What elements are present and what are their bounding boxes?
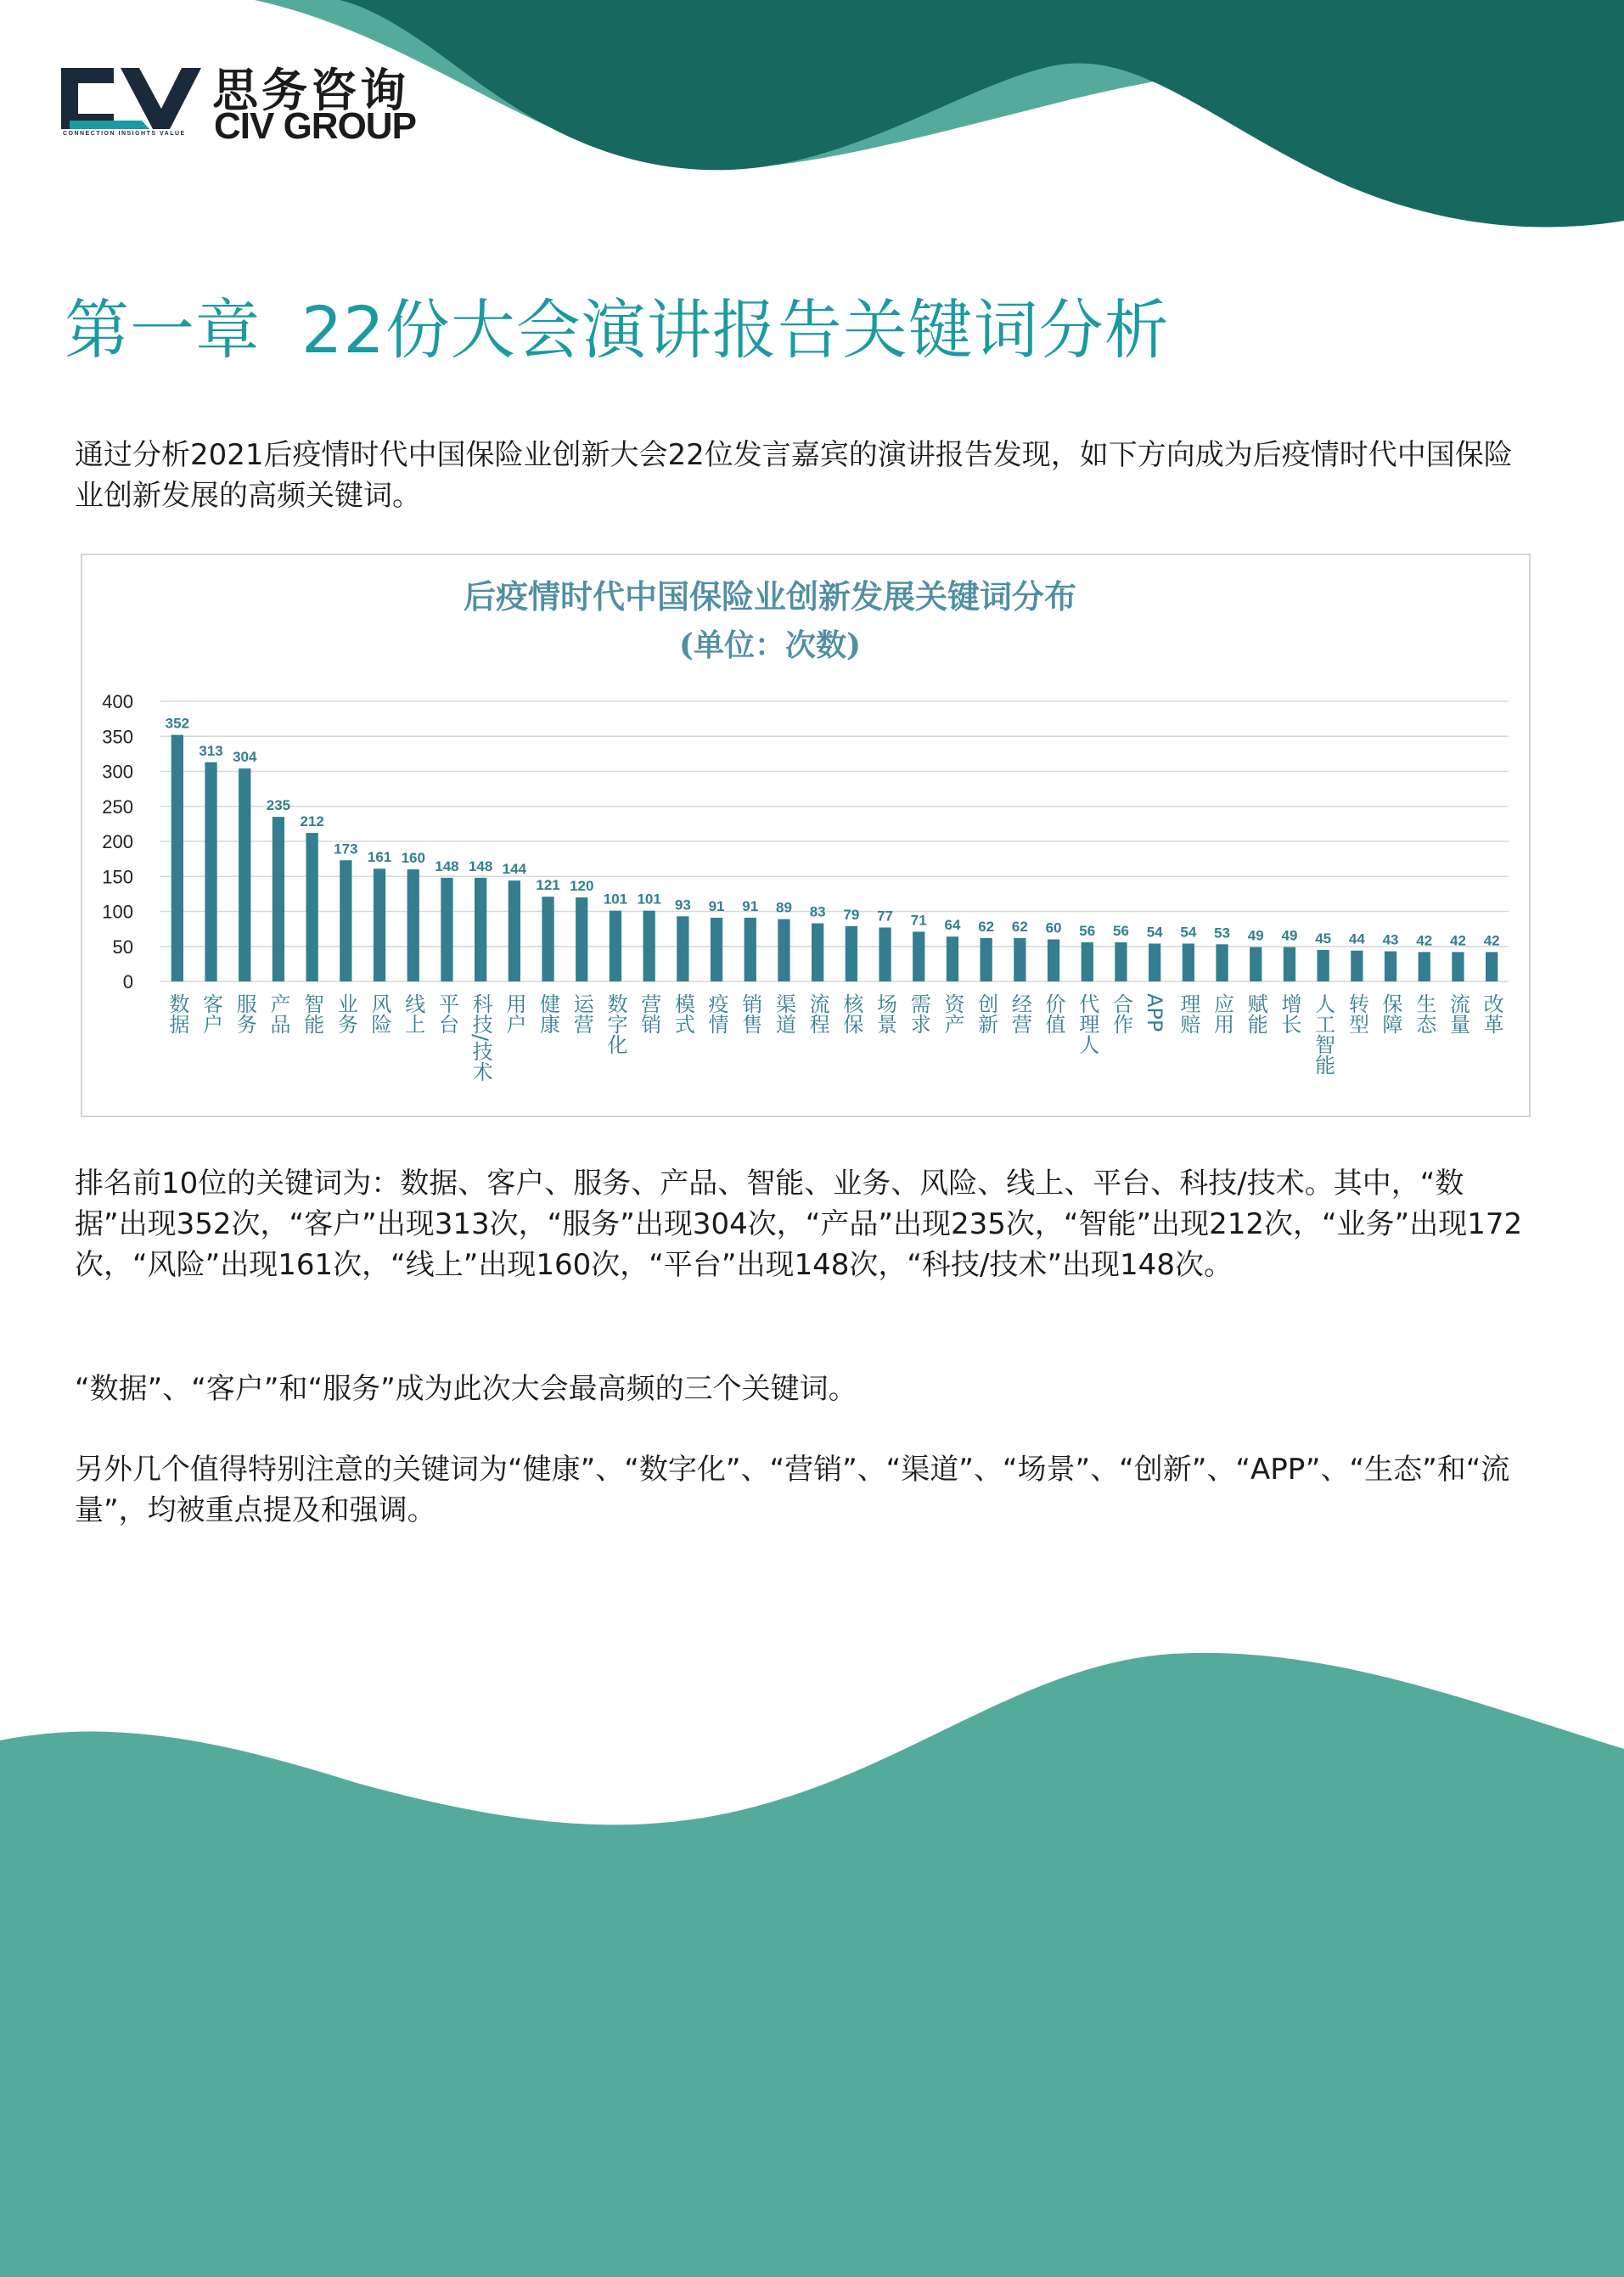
- bar-value-label: 53: [1214, 925, 1231, 942]
- bar-value-label: 62: [978, 918, 995, 935]
- company-logo: [61, 53, 452, 155]
- bar-value-label: 101: [637, 891, 661, 908]
- bar: [1014, 938, 1026, 981]
- bar: [812, 924, 823, 981]
- bar-value-label: 79: [843, 906, 860, 923]
- category-label: 健康: [536, 993, 560, 1034]
- category-label: 应用: [1210, 993, 1234, 1034]
- category-label: 需求: [907, 993, 931, 1034]
- chart-subtitle: (单位：次数): [678, 627, 862, 663]
- bar-value-label: 62: [1011, 918, 1028, 935]
- bar-value-label: 91: [708, 897, 725, 914]
- y-tick-label: 250: [102, 796, 133, 818]
- chart-bars: [166, 716, 1503, 1082]
- y-tick-label: 350: [102, 726, 133, 748]
- category-label: 价值: [1042, 993, 1066, 1034]
- category-label: 产品: [266, 993, 290, 1034]
- category-label: 模式: [671, 993, 695, 1034]
- category-label: 赋能: [1244, 993, 1268, 1034]
- bar: [239, 768, 250, 981]
- chart-title: 后疫情时代中国保险业创新发展关键词分布: [463, 577, 1077, 616]
- category-label: 流程: [806, 993, 830, 1034]
- bar: [643, 911, 655, 981]
- bar-value-label: 44: [1348, 930, 1365, 947]
- chart-gridlines: [160, 701, 1509, 981]
- bar-value-label: 64: [944, 917, 961, 934]
- category-label: 科技/技术: [469, 993, 493, 1082]
- category-label: 核保: [839, 993, 863, 1034]
- category-label: 平台: [435, 993, 459, 1034]
- bar-value-label: 60: [1045, 919, 1062, 936]
- bar: [576, 897, 587, 981]
- bar-value-label: 304: [233, 749, 257, 766]
- bar: [1115, 942, 1127, 981]
- bar: [778, 919, 790, 981]
- bar-value-label: 54: [1180, 924, 1197, 941]
- category-label: 改革: [1480, 993, 1504, 1034]
- bar: [947, 936, 958, 981]
- top10-paragraph: 排名前10位的关键词为：数据、客户、服务、产品、智能、业务、风险、线上、平台、科技/技术。其中，“数据”出现352次，“客户”出现313次，“服务”出现304次，“产品”出现235次，“智能”出现212次，“业务”出现172次，“风险”出现161次，“线上”出现160次，“平台”出现148次，“科技/技术”出现148次。: [75, 1167, 1523, 1282]
- category-label: 营销: [637, 993, 661, 1034]
- category-label: 合作: [1109, 993, 1133, 1034]
- bar-value-label: 54: [1146, 924, 1163, 941]
- y-tick-label: 150: [102, 866, 133, 888]
- category-label: 疫情: [705, 993, 729, 1034]
- bar: [1216, 944, 1228, 981]
- bar: [981, 938, 992, 981]
- category-label: 增长: [1277, 993, 1301, 1034]
- category-label: 线上: [401, 993, 425, 1034]
- bottom-wave-decoration: [0, 1647, 1624, 2277]
- category-label: 流量: [1446, 993, 1470, 1034]
- category-label: 资产: [940, 993, 964, 1034]
- category-label: 服务: [233, 993, 257, 1034]
- bar-value-label: 89: [775, 899, 792, 916]
- bar-value-label: 144: [502, 861, 527, 878]
- chart-y-axis: [102, 691, 133, 992]
- bar-value-label: 148: [435, 857, 459, 874]
- bar: [610, 911, 621, 981]
- bar: [509, 880, 520, 981]
- category-label: 人工智能: [1311, 993, 1335, 1075]
- bar-value-label: 160: [401, 850, 425, 866]
- bar-value-label: 235: [266, 797, 291, 814]
- bar: [1250, 947, 1262, 981]
- keyword-bar-chart: [82, 555, 1529, 1116]
- bar-value-label: 161: [367, 849, 392, 866]
- bar: [1351, 951, 1363, 981]
- bar: [306, 833, 318, 981]
- bar: [745, 918, 756, 981]
- bar-value-label: 121: [536, 877, 560, 894]
- bar: [1082, 942, 1093, 981]
- y-tick-label: 50: [112, 936, 133, 958]
- category-label: 风险: [368, 993, 392, 1034]
- bar-value-label: 91: [742, 897, 759, 914]
- bar: [273, 817, 284, 981]
- category-label: 客户: [199, 993, 223, 1034]
- bar: [677, 916, 688, 981]
- y-tick-label: 300: [102, 761, 133, 783]
- bar-value-label: 83: [809, 903, 826, 920]
- bar-value-label: 42: [1449, 932, 1466, 949]
- bar: [879, 927, 891, 981]
- category-label: 场景: [873, 993, 897, 1034]
- bar: [1318, 950, 1329, 981]
- category-label: 代理人: [1075, 993, 1099, 1054]
- chapter-title: [65, 278, 1170, 371]
- category-label: 转型: [1345, 993, 1369, 1034]
- logo-tagline: CONNECTION INSIGHTS VALUE: [63, 131, 186, 137]
- category-label: 智能: [300, 993, 324, 1034]
- bar: [542, 897, 554, 981]
- bar: [340, 860, 351, 981]
- bar: [441, 878, 452, 981]
- bar-value-label: 49: [1281, 927, 1298, 944]
- bar-value-label: 49: [1247, 927, 1264, 944]
- category-label: APP: [1143, 993, 1167, 1032]
- top3-paragraph: “数据”、“客户”和“服务”成为此次大会最高频的三个关键词。: [75, 1372, 857, 1406]
- bar-value-label: 42: [1483, 932, 1500, 949]
- bar: [1385, 952, 1396, 981]
- bar-value-label: 77: [877, 908, 894, 925]
- bar-value-label: 56: [1079, 922, 1096, 939]
- bar: [846, 926, 857, 981]
- category-label: 保障: [1379, 993, 1403, 1034]
- category-label: 用户: [502, 993, 526, 1034]
- category-label: 运营: [570, 993, 594, 1034]
- bar: [1419, 952, 1430, 981]
- civ-logo-mark-icon: [61, 61, 201, 139]
- bar: [1183, 943, 1194, 981]
- category-label: 渠道: [772, 993, 796, 1034]
- bar-value-label: 313: [199, 742, 223, 759]
- logo-name-en: CIV GROUP: [214, 105, 416, 147]
- bar-value-label: 71: [910, 912, 927, 929]
- other-keywords-paragraph: 另外几个值得特别注意的关键词为“健康”、“数字化”、“营销”、“渠道”、“场景”、“创新”、“APP”、“生态”和“流量”，均被重点提及和强调。: [75, 1453, 1510, 1527]
- bar-value-label: 42: [1416, 932, 1433, 949]
- bar-value-label: 352: [165, 715, 190, 732]
- bar: [374, 869, 385, 981]
- bar-value-label: 148: [468, 857, 493, 874]
- bottom-wave-light: [0, 1653, 1624, 2277]
- chapter-heading: 22份大会演讲报告关键词分析: [301, 292, 1170, 368]
- category-label: 创新: [974, 993, 998, 1034]
- category-label: 数字化: [603, 993, 627, 1054]
- bar-value-label: 212: [300, 813, 324, 830]
- category-label: 业务: [334, 993, 358, 1034]
- bar-value-label: 56: [1112, 922, 1129, 939]
- keyword-chart: [81, 554, 1531, 1117]
- bar-value-label: 101: [603, 891, 628, 908]
- y-tick-label: 200: [102, 831, 133, 852]
- y-tick-label: 400: [102, 691, 133, 712]
- bar: [1149, 943, 1160, 981]
- intro-paragraph: 通过分析2021后疫情时代中国保险业创新大会22位发言嘉宾的演讲报告发现，如下方向成为后疫情时代中国保险业创新发展的高频关键词。: [75, 438, 1513, 513]
- y-tick-label: 0: [122, 971, 133, 992]
- bar: [711, 918, 722, 981]
- bar: [171, 735, 183, 981]
- category-label: 生态: [1412, 993, 1436, 1034]
- bar: [1452, 952, 1464, 981]
- bar: [1284, 947, 1295, 981]
- category-label: 销售: [738, 993, 762, 1034]
- bar: [407, 869, 419, 981]
- bar: [1486, 952, 1498, 981]
- logo-name-cn: 思务咨询: [212, 64, 409, 117]
- category-label: 理赔: [1176, 993, 1200, 1034]
- bar-value-label: 120: [570, 878, 594, 894]
- bar-value-label: 93: [674, 897, 691, 914]
- y-tick-label: 100: [102, 901, 133, 923]
- category-label: 数据: [165, 993, 189, 1034]
- category-label: 经营: [1008, 993, 1032, 1034]
- bar-value-label: 45: [1315, 930, 1332, 947]
- bar: [913, 931, 924, 981]
- bar: [475, 878, 486, 981]
- chapter-number: 第一章: [65, 292, 261, 368]
- bar-value-label: 43: [1382, 931, 1399, 948]
- bar: [1048, 940, 1059, 982]
- bar: [205, 762, 216, 981]
- bar-value-label: 173: [334, 841, 358, 857]
